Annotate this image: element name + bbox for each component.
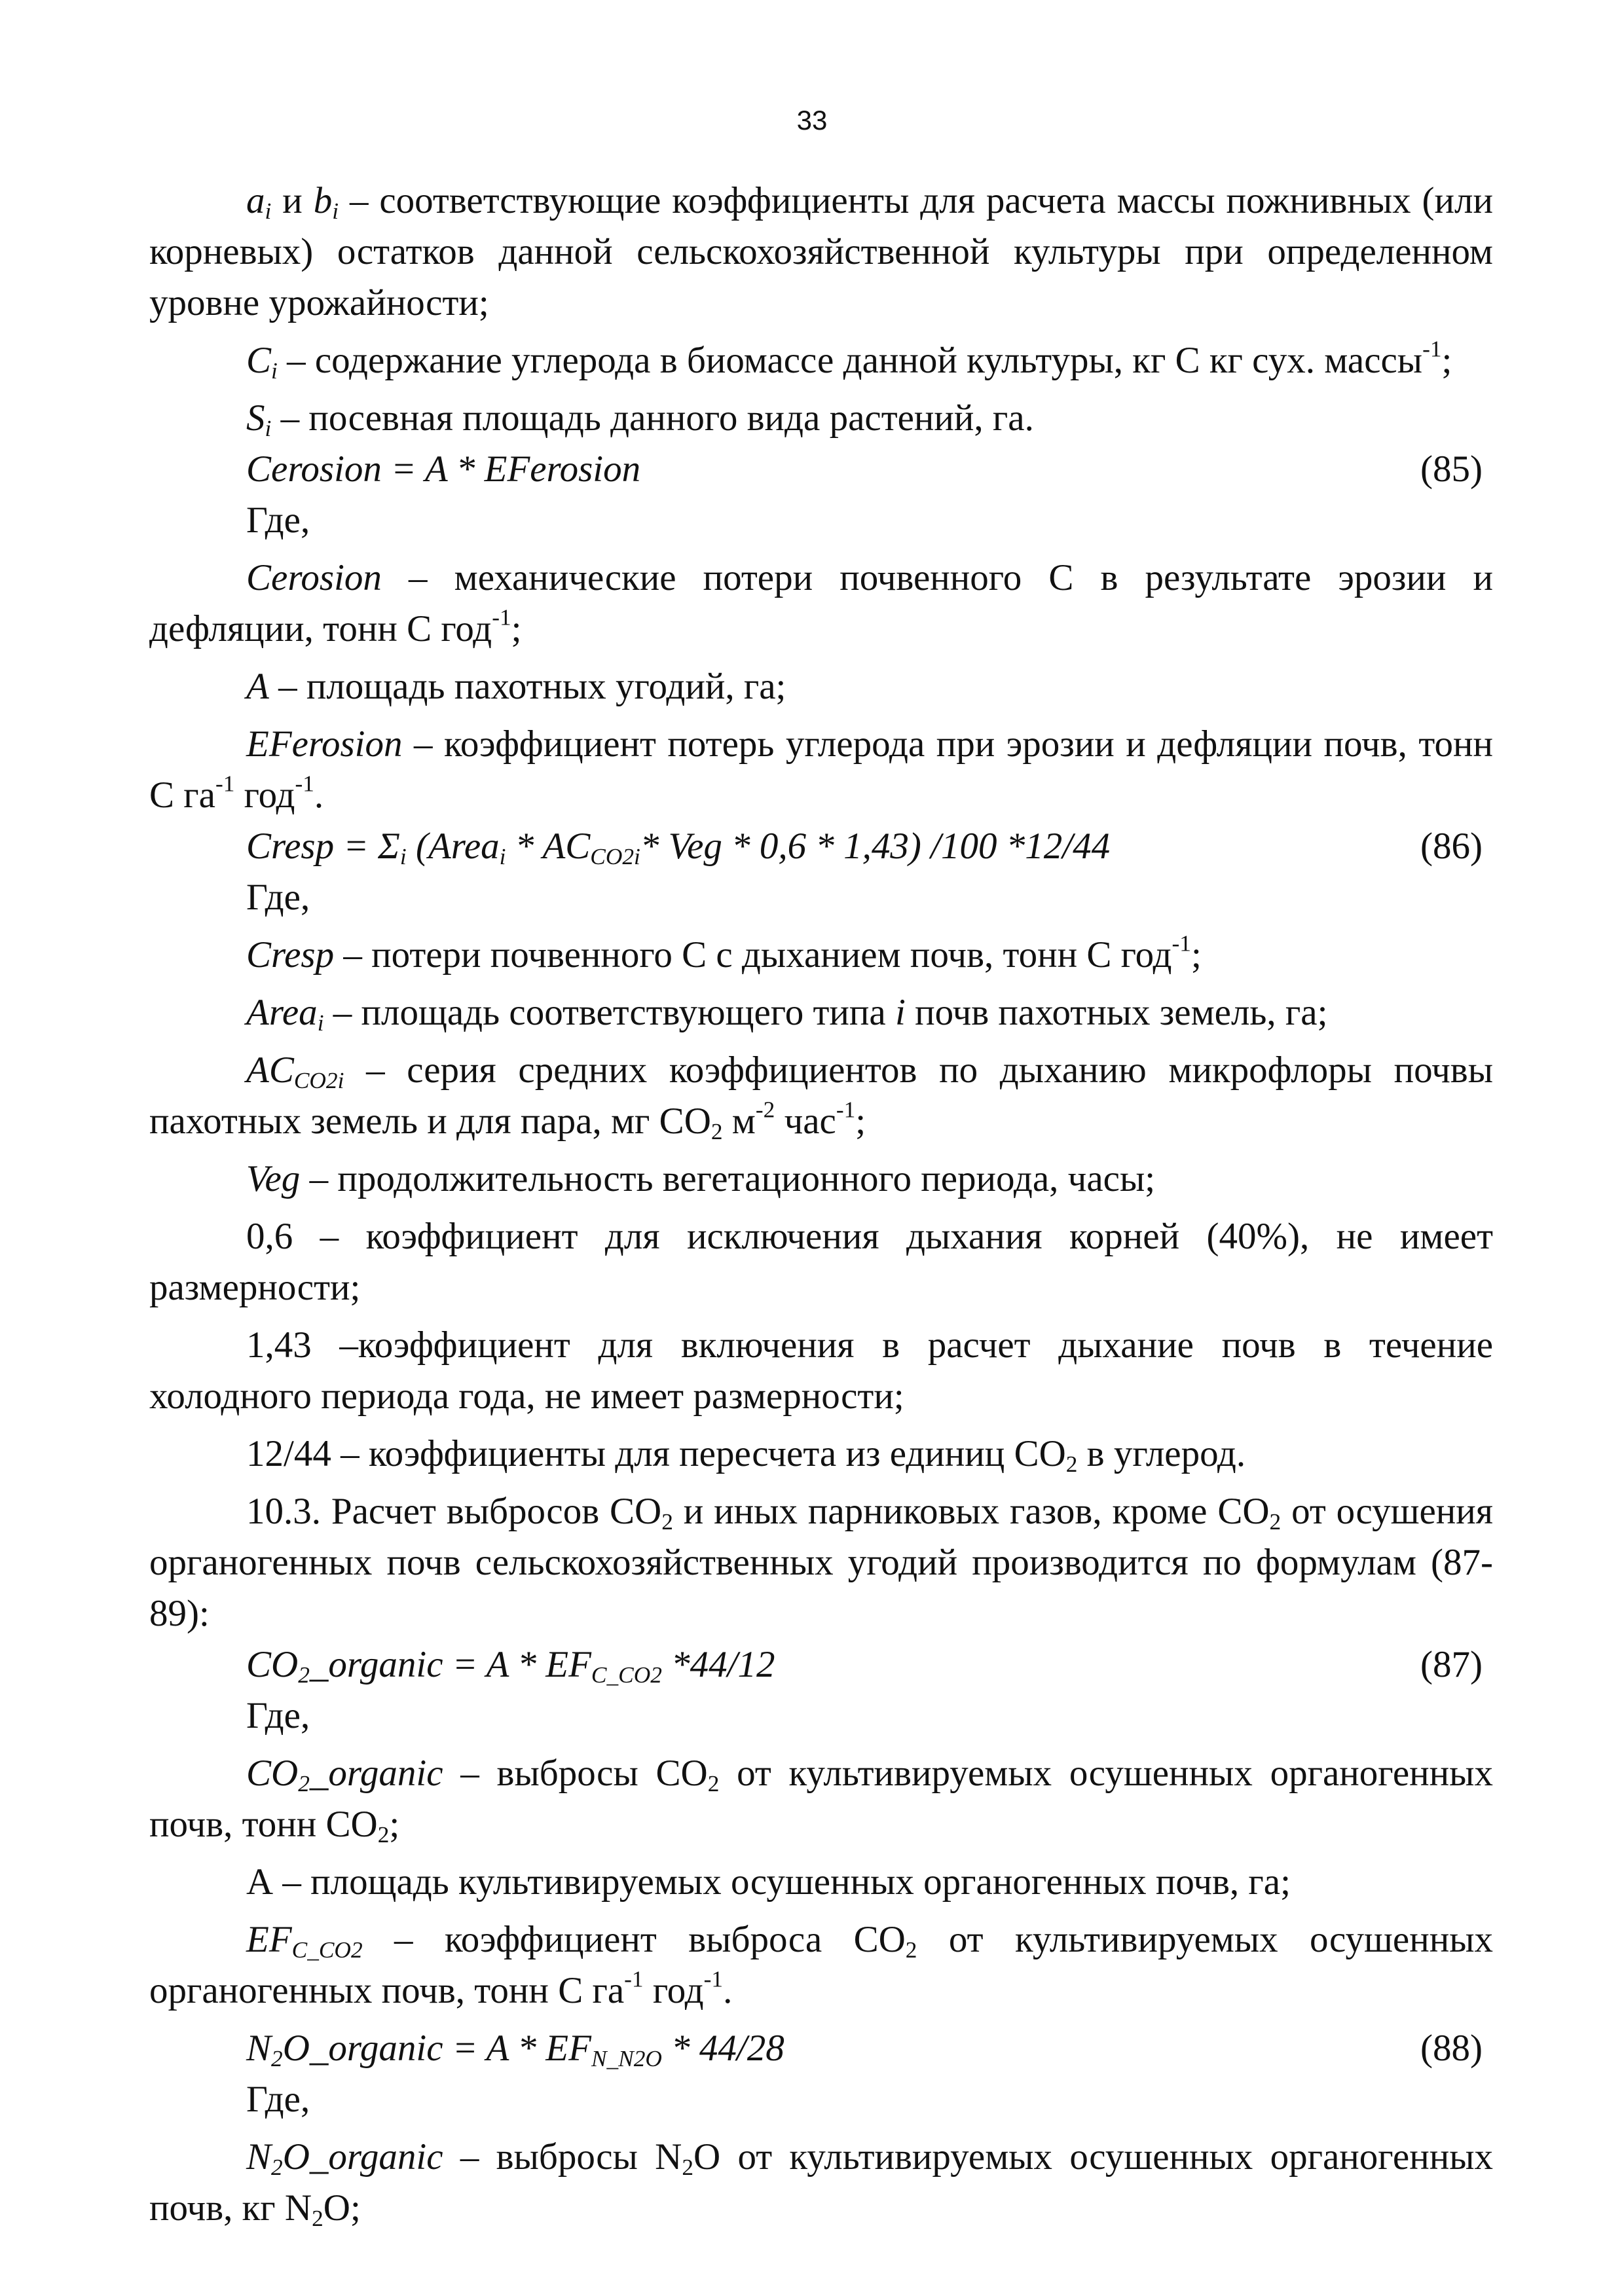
coef-06-definition: 0,6 – коэффициент для исключения дыхания корней (40%), не имеет размерности; (149, 1216, 1493, 1308)
where-label: Где, (246, 500, 310, 541)
formula-88: $N_2O\_organic = A * EF_{N\_N2O} * 44/28$ (88) (246, 2028, 1483, 2071)
acco2-definition: $AC_{CO2i}$ – серия средних коэффициентов по дыханию микрофлоры почвы пахотных земель и для пара, мг $CO_2$ $м^{-2}$ час$^{-1}$; (149, 1049, 1493, 1144)
formula-87: $CO_2\_organic = A * EF_{C\_CO2}$ *44/12 (87) (246, 1644, 1483, 1688)
formula-86: Cresp = $\Sigma_i$ (Area$_i$ * $AC_{CO2i}*$ Veg * 0,6 * 1,43) /100 *12/44 (86) (246, 826, 1483, 869)
area-definition: Area$_i$ – площадь соответствующего типа i почв пахотных земель, га; (246, 992, 1328, 1036)
where-label: Где, (246, 1695, 310, 1736)
eferosion-definition: EFerosion – коэффициент потерь углерода при эрозии и дефляции почв, тонн С $га^{-1}$ год$^{-1}$. (149, 723, 1493, 816)
co2-organic-definition: $CO_2\_organic$ – выбросы $CO_2$ от культивируемых осушенных органогенных почв, тонн $CO_2$; (149, 1753, 1493, 1848)
a-definition: A – площадь пахотных угодий, га; (246, 666, 786, 707)
coef-1244-definition: 12/44 – коэффициенты для пересчета из единиц $CO_2$ в углерод. (246, 1433, 1246, 1477)
cresp-definition: Cresp – потери почвенного С с дыханием почв, тонн С год$^{-1}$; (246, 930, 1202, 975)
where-label: Где, (246, 877, 310, 918)
a2-definition: А – площадь культивируемых осушенных органогенных почв, га; (246, 1861, 1291, 1903)
coef-143-definition: 1,43 –коэффициент для включения в расчет дыхание почв в течение холодного периода года, не имеет размерности; (149, 1324, 1493, 1417)
cerosion-definition: Cerosion – механические потери почвенного С в результате эрозии и дефляции, тонн С год$^{-1}$; (149, 557, 1493, 649)
formula-85: Cerosion = A * EFerosion (85) (246, 448, 1483, 490)
veg-definition: Veg – продолжительность вегетационного периода, часы; (246, 1158, 1156, 1199)
document-body (149, 175, 1493, 2234)
where-label: Где, (246, 2079, 310, 2120)
page-number: 33 (796, 105, 828, 136)
efcco2-definition: $EF_{C\_CO2}$ – коэффициент выброса $CO_2$ от культивируемых осушенных органогенных почв, тонн С $га^{-1}$ год$^{-1}$. (149, 1919, 1493, 2011)
n2o-organic-definition: $N_2O\_organic$ – выбросы $N_2O$ от культивируемых осушенных органогенных почв, кг $N_2O$; (149, 2136, 1494, 2231)
s-definition: $S_i$ – посевная площадь данного вида растений, га. (246, 397, 1034, 441)
ab-definition: $a_i$ и $b_i$ – соответствующие коэффициенты для расчета массы пожнивных (или корневых) остатков данной сельскохозяйственной культуры при определенном уровне урожайности; (149, 180, 1493, 323)
c-definition: $C_i$ – содержание углерода в биомассе данной культуры, кг С кг сух. массы$^{-1}$; (246, 336, 1452, 384)
section-10-3: 10.3. Расчет выбросов $CO_2$ и иных парниковых газов, кроме $CO_2$ от осушения органогенных почв сельскохозяйственных угодий производится по формулам (87-89): (149, 1491, 1493, 1634)
